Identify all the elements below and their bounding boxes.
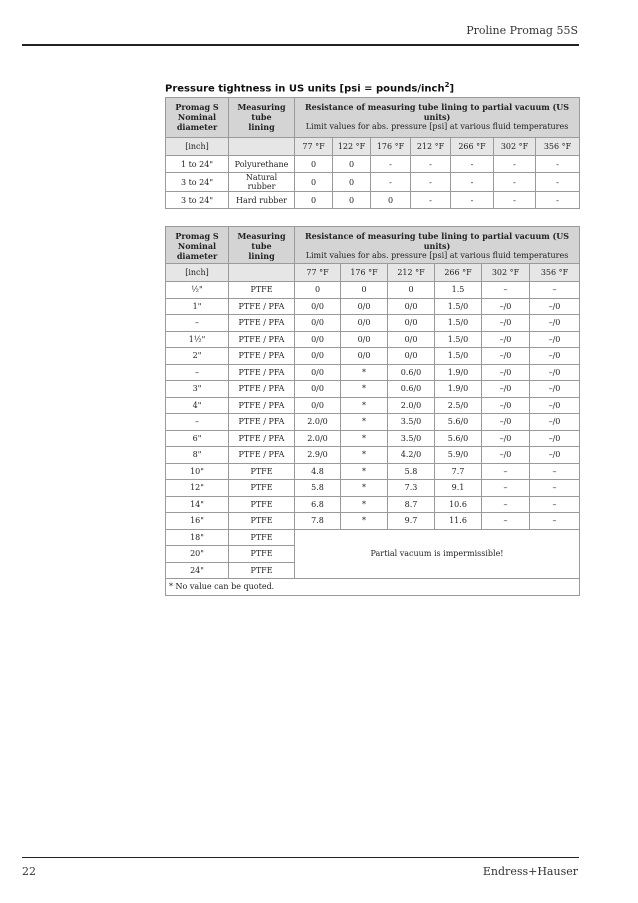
cell-lining: Natural rubber bbox=[229, 173, 295, 192]
footnote: * No value can be quoted. bbox=[166, 579, 580, 596]
section-title-superscript: 2 bbox=[444, 81, 450, 89]
cell-value: 1.5/0 bbox=[435, 348, 482, 365]
cell-lining: PTFE / PFA bbox=[229, 381, 295, 398]
cell-value: 5.6/0 bbox=[435, 430, 482, 447]
cell-value: - bbox=[536, 192, 580, 209]
cell-value: –/0 bbox=[482, 364, 530, 381]
cell-lining: PTFE bbox=[229, 562, 295, 579]
cell-value: 5.6/0 bbox=[435, 414, 482, 431]
cell-value: –/0 bbox=[530, 430, 580, 447]
cell-value: - bbox=[494, 192, 536, 209]
cell-value: 0/0 bbox=[388, 315, 435, 332]
cell-lining: PTFE bbox=[229, 546, 295, 563]
table-row bbox=[166, 156, 580, 173]
cell-diameter: 3" bbox=[166, 381, 229, 398]
cell-diameter: 3 to 24" bbox=[166, 192, 229, 209]
temp-header: 266 °F bbox=[451, 138, 494, 156]
cell-value: – bbox=[482, 282, 530, 299]
cell-lining: PTFE bbox=[229, 496, 295, 513]
cell-value: 5.9/0 bbox=[435, 447, 482, 464]
cell-value: 0 bbox=[333, 156, 371, 173]
temp-header: 266 °F bbox=[435, 264, 482, 282]
cell-value: 0/0 bbox=[341, 348, 388, 365]
cell-value: 1.5 bbox=[435, 282, 482, 299]
temp-header: 176 °F bbox=[341, 264, 388, 282]
cell-lining: PTFE / PFA bbox=[229, 414, 295, 431]
table-row bbox=[166, 282, 580, 299]
header-unit-empty bbox=[229, 138, 295, 156]
cell-value: - bbox=[494, 173, 536, 192]
table-row bbox=[166, 463, 580, 480]
table-row bbox=[166, 315, 580, 332]
cell-lining: PTFE / PFA bbox=[229, 397, 295, 414]
cell-value: –/0 bbox=[530, 414, 580, 431]
cell-value: – bbox=[482, 463, 530, 480]
cell-value: 11.6 bbox=[435, 513, 482, 530]
page-number: 22 bbox=[22, 865, 36, 878]
temp-header: 77 °F bbox=[295, 264, 341, 282]
table-row bbox=[166, 364, 580, 381]
cell-value: 0/0 bbox=[388, 331, 435, 348]
cell-value: 3.5/0 bbox=[388, 430, 435, 447]
table-row bbox=[166, 513, 580, 530]
cell-value: 4.2/0 bbox=[388, 447, 435, 464]
pressure-table-rubber-linings bbox=[165, 97, 580, 209]
cell-diameter: 20" bbox=[166, 546, 229, 563]
cell-lining: PTFE bbox=[229, 529, 295, 546]
table-row bbox=[166, 348, 580, 365]
cell-value: –/0 bbox=[530, 331, 580, 348]
table-row bbox=[166, 529, 580, 546]
cell-value: 2.9/0 bbox=[295, 447, 341, 464]
temp-header: 212 °F bbox=[388, 264, 435, 282]
cell-diameter: 1 to 24" bbox=[166, 156, 229, 173]
temp-header: 302 °F bbox=[494, 138, 536, 156]
cell-value: 0/0 bbox=[295, 348, 341, 365]
cell-value: 0/0 bbox=[341, 331, 388, 348]
cell-value: * bbox=[341, 414, 388, 431]
cell-value: 0 bbox=[388, 282, 435, 299]
cell-diameter: 1" bbox=[166, 298, 229, 315]
pressure-table-ptfe-pfa-linings bbox=[165, 226, 580, 596]
cell-diameter: 4" bbox=[166, 397, 229, 414]
cell-diameter: – bbox=[166, 364, 229, 381]
cell-lining: PTFE / PFA bbox=[229, 364, 295, 381]
cell-value: 0/0 bbox=[341, 315, 388, 332]
cell-value: –/0 bbox=[530, 381, 580, 398]
table-row bbox=[166, 397, 580, 414]
table-row bbox=[166, 192, 580, 209]
cell-value: 0/0 bbox=[295, 315, 341, 332]
cell-value: 0 bbox=[333, 173, 371, 192]
temp-header: 77 °F bbox=[295, 138, 333, 156]
cell-diameter: 3 to 24" bbox=[166, 173, 229, 192]
cell-diameter: – bbox=[166, 315, 229, 332]
cell-diameter: 24" bbox=[166, 562, 229, 579]
temp-header: 302 °F bbox=[482, 264, 530, 282]
cell-diameter: ½" bbox=[166, 282, 229, 299]
cell-lining: Hard rubber bbox=[229, 192, 295, 209]
table-row bbox=[166, 173, 580, 192]
cell-value: 6.8 bbox=[295, 496, 341, 513]
cell-value: –/0 bbox=[482, 381, 530, 398]
cell-value: –/0 bbox=[482, 447, 530, 464]
cell-diameter: 12" bbox=[166, 480, 229, 497]
cell-value: * bbox=[341, 496, 388, 513]
header-resistance bbox=[295, 227, 580, 264]
cell-lining: PTFE / PFA bbox=[229, 298, 295, 315]
cell-value: – bbox=[530, 282, 580, 299]
cell-diameter: 10" bbox=[166, 463, 229, 480]
cell-value: 7.3 bbox=[388, 480, 435, 497]
cell-value: * bbox=[341, 447, 388, 464]
cell-value: 4.8 bbox=[295, 463, 341, 480]
header-nominal-diameter: Promag S Nominal diameter bbox=[166, 98, 229, 138]
cell-diameter: 14" bbox=[166, 496, 229, 513]
cell-value: * bbox=[341, 513, 388, 530]
footer-rule bbox=[22, 857, 579, 858]
temp-header: 356 °F bbox=[530, 264, 580, 282]
cell-value: 3.5/0 bbox=[388, 414, 435, 431]
cell-lining: PTFE / PFA bbox=[229, 348, 295, 365]
cell-value: – bbox=[530, 463, 580, 480]
cell-value: 9.7 bbox=[388, 513, 435, 530]
cell-value: –/0 bbox=[482, 414, 530, 431]
cell-value: 0 bbox=[333, 192, 371, 209]
cell-value: 0.6/0 bbox=[388, 364, 435, 381]
cell-value: 0/0 bbox=[295, 397, 341, 414]
cell-diameter: 8" bbox=[166, 447, 229, 464]
cell-value: – bbox=[482, 480, 530, 497]
cell-value: 0/0 bbox=[388, 298, 435, 315]
cell-value: - bbox=[451, 192, 494, 209]
cell-value: 1.5/0 bbox=[435, 298, 482, 315]
temp-header: 176 °F bbox=[371, 138, 411, 156]
cell-value: –/0 bbox=[482, 331, 530, 348]
header-nominal-diameter: Promag S Nominal diameter bbox=[166, 227, 229, 264]
cell-lining: PTFE / PFA bbox=[229, 315, 295, 332]
cell-value: - bbox=[451, 156, 494, 173]
cell-value: 5.8 bbox=[388, 463, 435, 480]
table-row bbox=[166, 298, 580, 315]
header-unit-empty bbox=[229, 264, 295, 282]
temp-header: 122 °F bbox=[333, 138, 371, 156]
resistance-title: Resistance of measuring tube lining to partial vacuum (US units) bbox=[304, 102, 570, 122]
cell-diameter: 2" bbox=[166, 348, 229, 365]
cell-value: - bbox=[536, 173, 580, 192]
cell-value: 0 bbox=[295, 192, 333, 209]
cell-diameter: 6" bbox=[166, 430, 229, 447]
table-row bbox=[166, 381, 580, 398]
cell-value: –/0 bbox=[482, 430, 530, 447]
cell-value: - bbox=[371, 156, 411, 173]
cell-value: 0 bbox=[295, 173, 333, 192]
cell-value: - bbox=[494, 156, 536, 173]
cell-value: 7.7 bbox=[435, 463, 482, 480]
cell-value: –/0 bbox=[482, 298, 530, 315]
cell-value: - bbox=[451, 173, 494, 192]
cell-lining: Polyurethane bbox=[229, 156, 295, 173]
header-measuring-tube-lining: Measuring tube lining bbox=[229, 98, 295, 138]
header-unit: [inch] bbox=[166, 264, 229, 282]
resistance-subtitle: Limit values for abs. pressure [psi] at various fluid temperatures bbox=[305, 122, 569, 131]
temp-header: 356 °F bbox=[536, 138, 580, 156]
table-row bbox=[166, 480, 580, 497]
cell-lining: PTFE bbox=[229, 480, 295, 497]
table-row bbox=[166, 447, 580, 464]
cell-value: 0/0 bbox=[341, 298, 388, 315]
cell-value: 1.5/0 bbox=[435, 331, 482, 348]
cell-value: - bbox=[411, 192, 451, 209]
cell-value: * bbox=[341, 381, 388, 398]
cell-lining: PTFE bbox=[229, 282, 295, 299]
section-title-text: Pressure tightness in US units [psi = pounds/inch bbox=[165, 83, 445, 95]
cell-value: – bbox=[530, 496, 580, 513]
cell-value: 0 bbox=[295, 282, 341, 299]
cell-value: * bbox=[341, 397, 388, 414]
cell-value: - bbox=[411, 156, 451, 173]
cell-value: 5.8 bbox=[295, 480, 341, 497]
cell-value: 2.0/0 bbox=[295, 414, 341, 431]
cell-value: – bbox=[530, 513, 580, 530]
cell-diameter: 1½" bbox=[166, 331, 229, 348]
cell-value: –/0 bbox=[482, 315, 530, 332]
cell-value: - bbox=[536, 156, 580, 173]
cell-value: 9.1 bbox=[435, 480, 482, 497]
cell-value: 8.7 bbox=[388, 496, 435, 513]
cell-value: 0 bbox=[295, 156, 333, 173]
cell-value: 0.6/0 bbox=[388, 381, 435, 398]
cell-diameter: 18" bbox=[166, 529, 229, 546]
cell-value: 2.5/0 bbox=[435, 397, 482, 414]
cell-value: * bbox=[341, 463, 388, 480]
cell-value: 0/0 bbox=[295, 331, 341, 348]
cell-value: 1.9/0 bbox=[435, 364, 482, 381]
footer-brand: Endress+Hauser bbox=[482, 865, 578, 878]
cell-value: –/0 bbox=[530, 315, 580, 332]
table-row bbox=[166, 331, 580, 348]
header-resistance bbox=[295, 98, 580, 138]
cell-value: 0/0 bbox=[295, 381, 341, 398]
cell-value: –/0 bbox=[482, 348, 530, 365]
cell-value: - bbox=[371, 173, 411, 192]
cell-value: – bbox=[482, 496, 530, 513]
section-title bbox=[165, 81, 454, 94]
impermissible-note: Partial vacuum is impermissible! bbox=[295, 529, 580, 579]
cell-value: – bbox=[482, 513, 530, 530]
cell-value: 1.5/0 bbox=[435, 315, 482, 332]
cell-value: 0 bbox=[341, 282, 388, 299]
cell-value: * bbox=[341, 430, 388, 447]
cell-lining: PTFE / PFA bbox=[229, 430, 295, 447]
cell-value: 0/0 bbox=[388, 348, 435, 365]
cell-value: 2.0/0 bbox=[295, 430, 341, 447]
cell-lining: PTFE bbox=[229, 463, 295, 480]
resistance-subtitle: Limit values for abs. pressure [psi] at various fluid temperatures bbox=[305, 251, 569, 260]
table-row bbox=[166, 430, 580, 447]
footnote-row bbox=[166, 579, 580, 596]
cell-value: –/0 bbox=[482, 397, 530, 414]
header-measuring-tube-lining: Measuring tube lining bbox=[229, 227, 295, 264]
table-row bbox=[166, 414, 580, 431]
temp-header: 212 °F bbox=[411, 138, 451, 156]
cell-value: – bbox=[530, 480, 580, 497]
cell-diameter: – bbox=[166, 414, 229, 431]
cell-lining: PTFE / PFA bbox=[229, 331, 295, 348]
cell-value: * bbox=[341, 480, 388, 497]
cell-lining: PTFE bbox=[229, 513, 295, 530]
cell-value: 1.9/0 bbox=[435, 381, 482, 398]
cell-value: 0 bbox=[371, 192, 411, 209]
cell-value: –/0 bbox=[530, 447, 580, 464]
section-title-end: ] bbox=[449, 83, 455, 95]
cell-value: –/0 bbox=[530, 348, 580, 365]
header-rule bbox=[22, 44, 579, 46]
cell-value: 10.6 bbox=[435, 496, 482, 513]
cell-diameter: 16" bbox=[166, 513, 229, 530]
resistance-title: Resistance of measuring tube lining to partial vacuum (US units) bbox=[304, 231, 570, 251]
cell-value: –/0 bbox=[530, 397, 580, 414]
cell-value: * bbox=[341, 364, 388, 381]
cell-value: - bbox=[411, 173, 451, 192]
header-unit: [inch] bbox=[166, 138, 229, 156]
table-row bbox=[166, 496, 580, 513]
cell-value: 0/0 bbox=[295, 298, 341, 315]
cell-value: 7.8 bbox=[295, 513, 341, 530]
cell-lining: PTFE / PFA bbox=[229, 447, 295, 464]
document-header-title: Proline Promag 55S bbox=[466, 24, 578, 37]
cell-value: 0/0 bbox=[295, 364, 341, 381]
cell-value: –/0 bbox=[530, 364, 580, 381]
cell-value: –/0 bbox=[530, 298, 580, 315]
cell-value: 2.0/0 bbox=[388, 397, 435, 414]
